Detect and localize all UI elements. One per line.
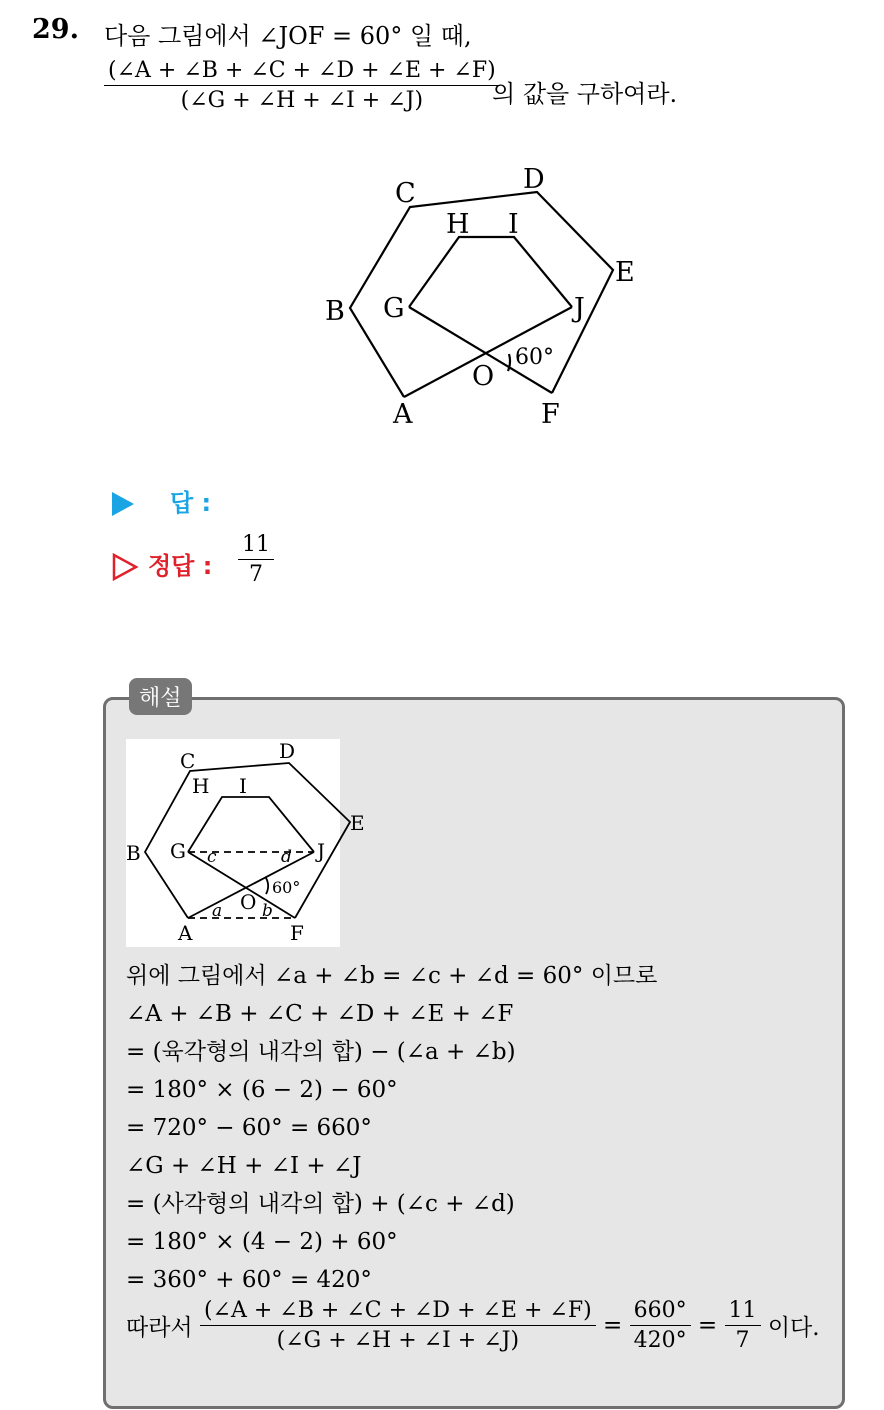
- label-H: H: [446, 209, 470, 240]
- small-label-d: d: [281, 847, 292, 867]
- label-G: G: [383, 293, 405, 324]
- label-I: I: [508, 209, 519, 240]
- small-label-b: b: [262, 901, 273, 921]
- small-label-c: c: [207, 847, 217, 867]
- small-label-C: C: [180, 749, 196, 773]
- final-prefix: 따라서: [126, 1315, 193, 1341]
- outline-triangle-icon: [112, 553, 138, 581]
- question-fraction-denominator: (∠G + ∠H + ∠I + ∠J): [180, 88, 424, 113]
- final-eq2: =: [697, 1312, 718, 1339]
- correct-label: 정답 :: [148, 552, 213, 580]
- final-frac2-numerator: 660°: [630, 1298, 691, 1326]
- correct-answer-row: [112, 546, 212, 581]
- small-label-D: D: [279, 739, 296, 763]
- answer-label: 답 :: [170, 489, 212, 517]
- label-C: C: [395, 178, 416, 209]
- solution-line-4: = 180° × (6 − 2) − 60°: [126, 1077, 398, 1103]
- final-frac2-denominator: 420°: [633, 1328, 687, 1353]
- small-label-A: A: [178, 921, 193, 945]
- final-frac3-denominator: 7: [735, 1328, 750, 1353]
- small-label-F: F: [290, 921, 304, 945]
- question-fraction: [104, 58, 500, 113]
- play-triangle-icon: [112, 492, 134, 516]
- solution-final-line: [126, 1298, 820, 1353]
- solution-line-3: = (육각형의 내각의 합) − (∠a + ∠b): [126, 1039, 516, 1065]
- label-J: J: [574, 293, 585, 324]
- label-B: B: [325, 296, 345, 327]
- solution-tag: 해설: [129, 678, 192, 715]
- question-number: 29.: [32, 14, 79, 45]
- label-A: A: [393, 399, 413, 430]
- solution-line-2: ∠A + ∠B + ∠C + ∠D + ∠E + ∠F: [126, 1001, 514, 1027]
- small-label-J: J: [317, 839, 326, 863]
- correct-answer-value: [238, 532, 274, 587]
- small-label-I: I: [239, 774, 247, 798]
- main-geometry-figure: [310, 160, 650, 440]
- correct-answer-denominator: 7: [249, 562, 263, 587]
- final-frac1-denominator: (∠G + ∠H + ∠I + ∠J): [276, 1328, 520, 1353]
- answer-row: [112, 483, 211, 518]
- small-label-E: E: [350, 811, 365, 835]
- label-angle: 60°: [515, 345, 554, 370]
- small-label-angle: 60°: [272, 878, 301, 897]
- solution-line-8: = 180° × (4 − 2) + 60°: [126, 1229, 398, 1255]
- inner-path: [409, 237, 572, 307]
- label-D: D: [523, 164, 545, 195]
- label-E: E: [615, 257, 635, 288]
- label-O: O: [472, 361, 495, 392]
- solution-geometry-figure: [126, 739, 365, 947]
- solution-line-9: = 360° + 60° = 420°: [126, 1267, 372, 1293]
- small-label-B: B: [126, 841, 141, 865]
- final-suffix: 이다.: [767, 1315, 820, 1341]
- final-eq1: =: [603, 1312, 623, 1339]
- question-tail: 의 값을 구하여라.: [492, 80, 678, 108]
- solution-line-6: ∠G + ∠H + ∠I + ∠J: [126, 1153, 362, 1179]
- question-fraction-numerator: (∠A + ∠B + ∠C + ∠D + ∠E + ∠F): [104, 58, 500, 86]
- correct-answer-numerator: 11: [238, 532, 274, 560]
- label-F: F: [541, 399, 560, 430]
- small-label-G: G: [170, 839, 186, 863]
- angle-arc: [508, 354, 510, 371]
- final-frac1-numerator: (∠A + ∠B + ∠C + ∠D + ∠E + ∠F): [200, 1298, 596, 1326]
- question-text: 다음 그림에서 ∠JOF = 60° 일 때,: [104, 22, 472, 50]
- small-label-H: H: [192, 774, 210, 798]
- solution-line-7: = (사각형의 내각의 합) + (∠c + ∠d): [126, 1191, 515, 1217]
- solution-line-1: 위에 그림에서 ∠a + ∠b = ∠c + ∠d = 60° 이므로: [126, 963, 658, 989]
- small-label-a: a: [212, 901, 223, 921]
- final-frac3-numerator: 11: [725, 1298, 761, 1326]
- solution-line-5: = 720° − 60° = 660°: [126, 1115, 372, 1141]
- small-label-O: O: [240, 890, 257, 914]
